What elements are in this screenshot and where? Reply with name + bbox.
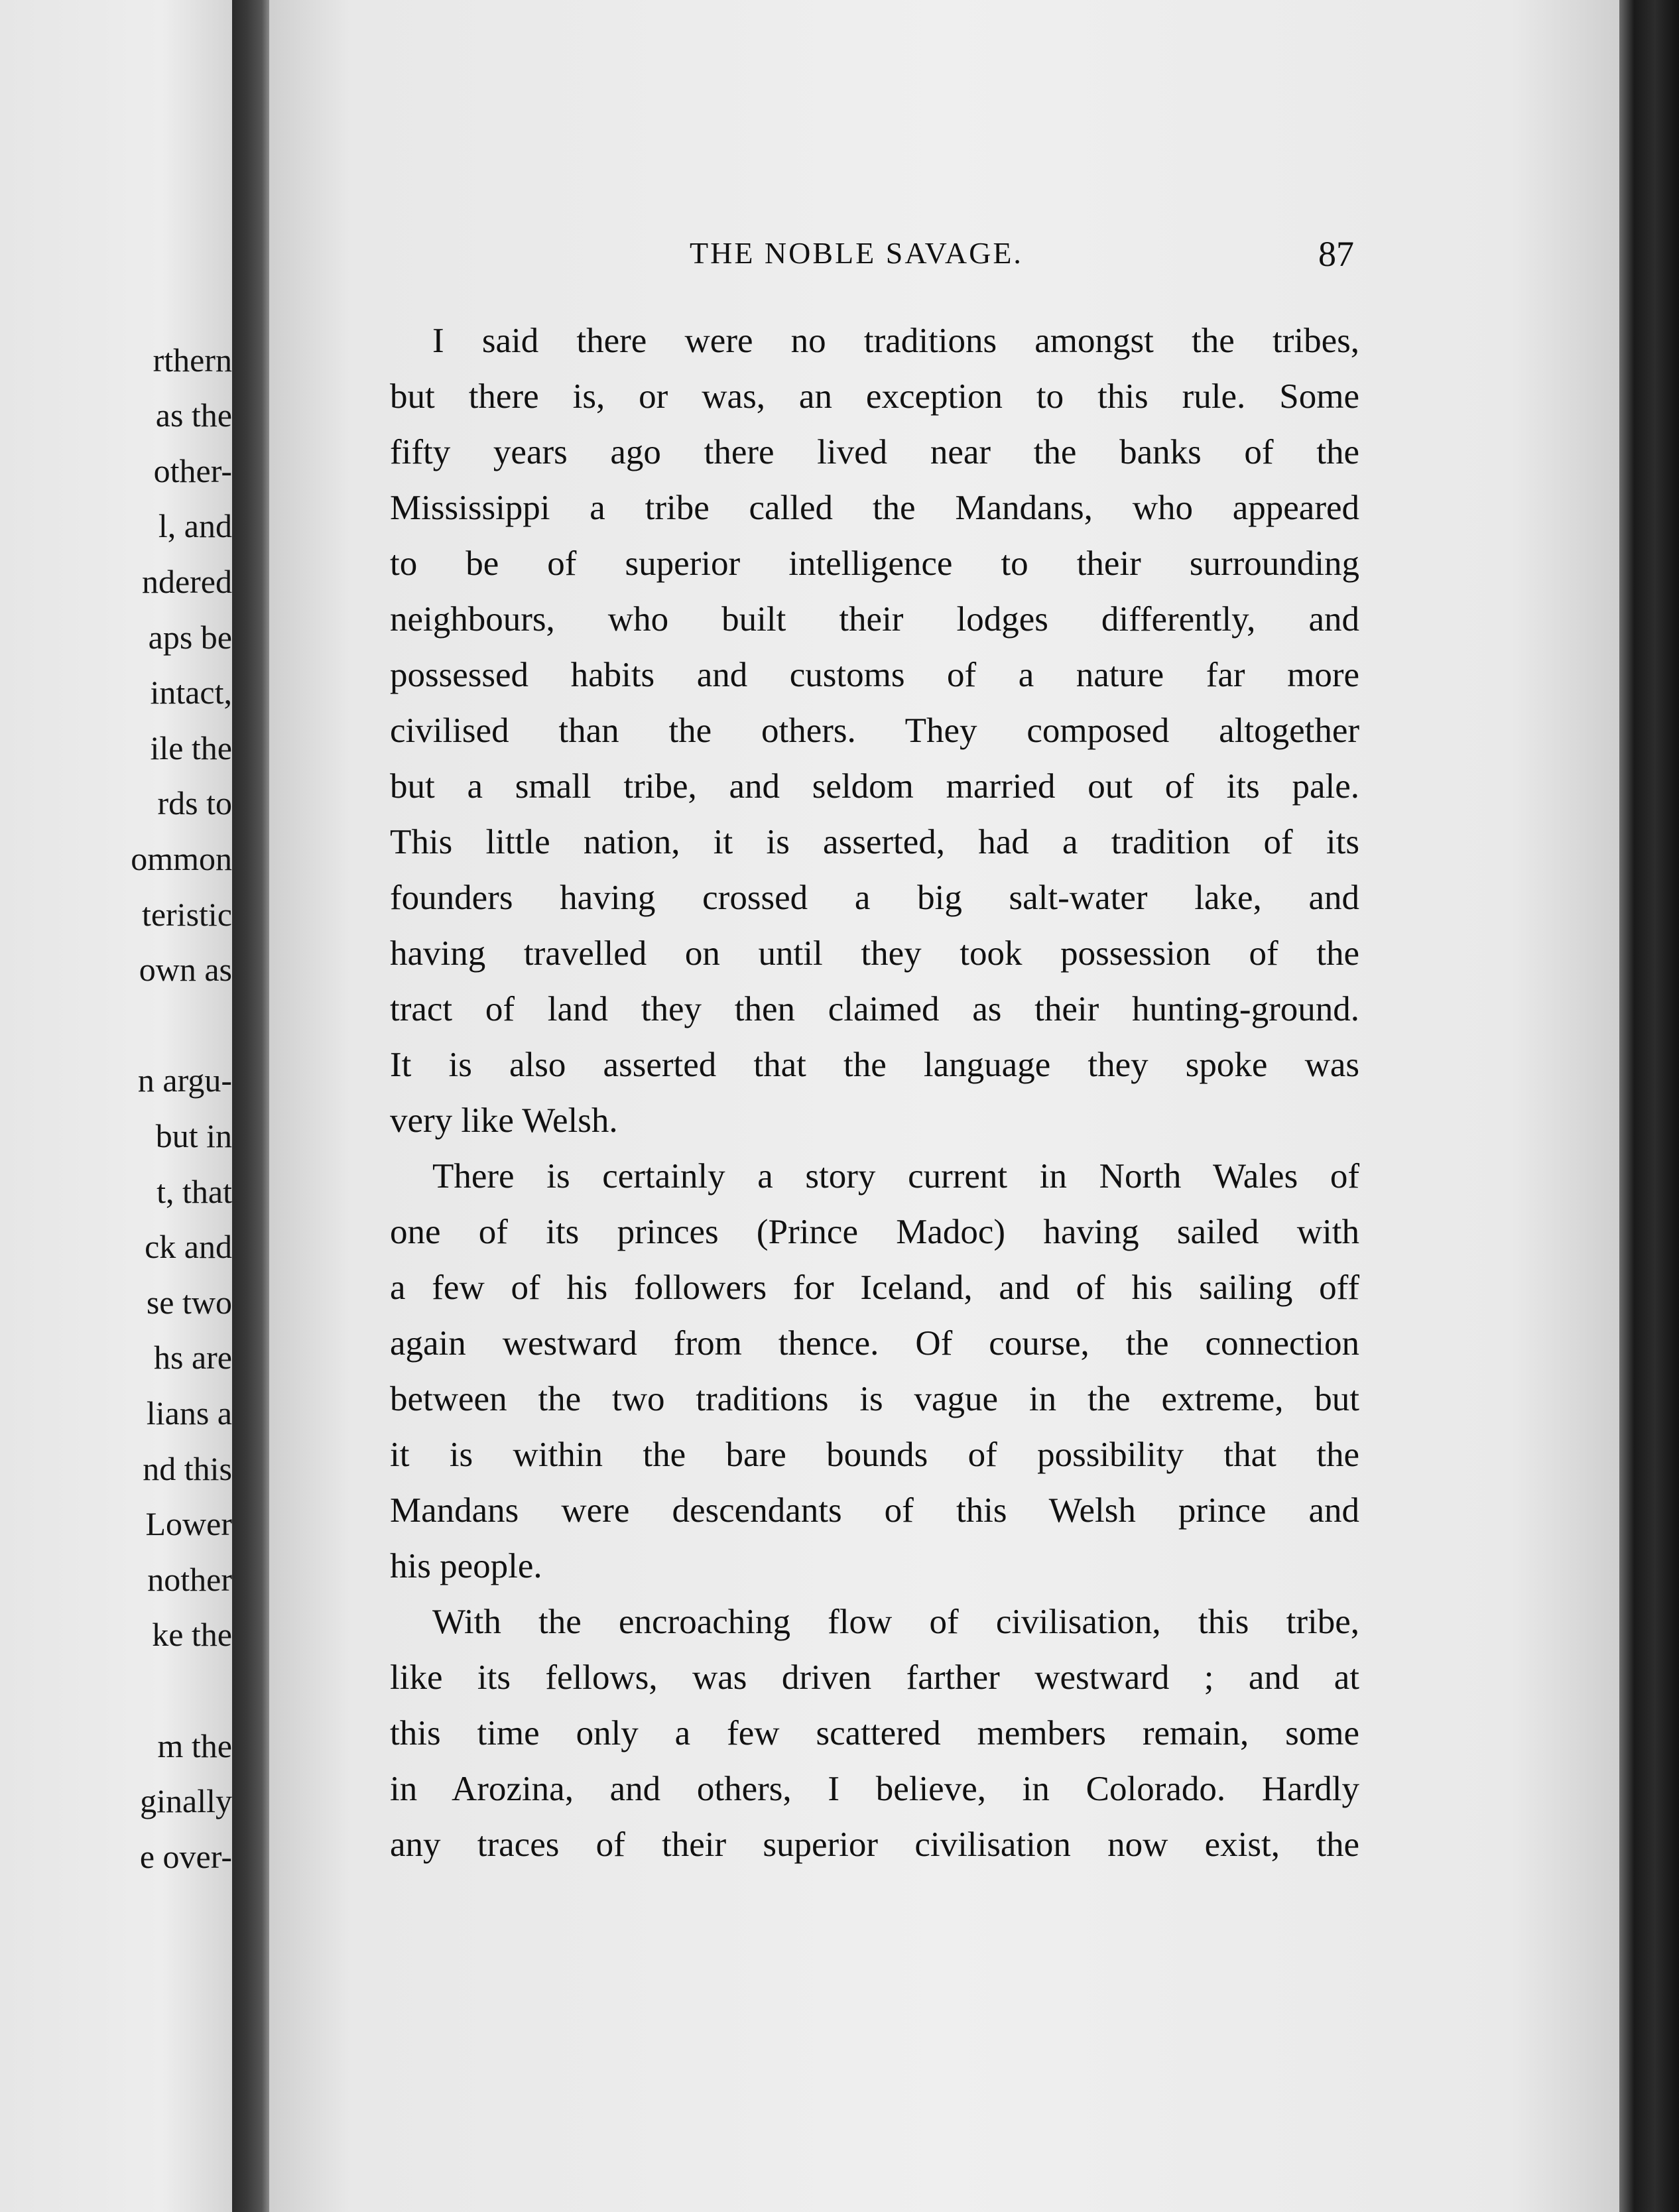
left-page-line: hs are bbox=[154, 1339, 232, 1376]
left-page-line: ndered bbox=[141, 563, 232, 600]
text-line: founders having crossed a big salt-water lake, and bbox=[390, 879, 1359, 917]
left-page-line: Lower bbox=[145, 1505, 232, 1542]
text-line: Mississippi a tribe called the Mandans, who appeared bbox=[390, 489, 1359, 527]
text-line: but a small tribe, and seldom married out of its pale. bbox=[390, 767, 1359, 806]
left-page-line: e over- bbox=[139, 1838, 232, 1875]
left-page-line: ommon bbox=[131, 840, 232, 877]
text-line: one of its princes (Prince Madoc) having sailed with bbox=[390, 1213, 1359, 1251]
left-page-line: aps be bbox=[148, 619, 232, 656]
left-page-line: ke the bbox=[152, 1616, 232, 1653]
text-line: like its fellows, was driven farther westward ; and at bbox=[390, 1658, 1359, 1697]
text-line: to be of superior intelligence to their surrounding bbox=[390, 544, 1359, 583]
left-page-line: nd this bbox=[143, 1450, 232, 1487]
left-page-line: as the bbox=[155, 397, 232, 434]
left-page-line: rthern bbox=[153, 341, 232, 379]
left-page-line: teristic bbox=[141, 896, 232, 933]
text-line: it is within the bare bounds of possibility that the bbox=[390, 1436, 1359, 1474]
left-page-line: but in bbox=[155, 1117, 232, 1154]
book-gutter bbox=[232, 0, 269, 2212]
left-page bbox=[0, 0, 232, 2212]
text-line: I said there were no traditions amongst the tribes, bbox=[432, 322, 1359, 360]
text-line: again westward from thence. Of course, the connection bbox=[390, 1324, 1359, 1363]
left-page-line: own as bbox=[139, 951, 232, 988]
text-line: With the encroaching flow of civilisation, this tribe, bbox=[432, 1603, 1359, 1641]
text-line: Mandans were descendants of this Welsh prince and bbox=[390, 1491, 1359, 1530]
text-line: this time only a few scattered members remain, some bbox=[390, 1714, 1359, 1752]
left-page-line: other- bbox=[153, 452, 232, 489]
text-line: very like Welsh. bbox=[390, 1101, 618, 1140]
left-page-line: lians a bbox=[146, 1394, 232, 1432]
text-line: civilised than the others. They composed altogether bbox=[390, 711, 1359, 750]
text-line: between the two traditions is vague in the extreme, but bbox=[390, 1380, 1359, 1418]
text-line: possessed habits and customs of a nature far more bbox=[390, 656, 1359, 694]
text-line: fifty years ago there lived near the banks of the bbox=[390, 433, 1359, 471]
page-number: 87 bbox=[1318, 234, 1354, 274]
text-line: This little nation, it is asserted, had a tradition of its bbox=[390, 823, 1359, 861]
text-line: There is certainly a story current in North Wales of bbox=[432, 1157, 1359, 1196]
left-page-line: n argu- bbox=[137, 1062, 232, 1099]
left-page-line: ile the bbox=[150, 729, 232, 767]
left-page-line: nother bbox=[147, 1561, 232, 1598]
left-page-line: m the bbox=[157, 1727, 232, 1764]
left-page-line: t, that bbox=[156, 1173, 232, 1210]
left-page-line: ck and bbox=[145, 1228, 232, 1265]
left-page-line: se two bbox=[146, 1284, 232, 1321]
left-page-line: intact, bbox=[150, 674, 232, 711]
page-edge bbox=[1619, 0, 1679, 2212]
text-line: neighbours, who built their lodges differently, and bbox=[390, 600, 1359, 639]
text-line: in Arozina, and others, I believe, in Colorado. Hardly bbox=[390, 1770, 1359, 1808]
left-page-line: l, and bbox=[158, 507, 232, 544]
text-line: any traces of their superior civilisation now exist, the bbox=[390, 1825, 1359, 1864]
text-line: having travelled on until they took possession of the bbox=[390, 934, 1359, 973]
text-line: his people. bbox=[390, 1547, 542, 1585]
left-page-line: rds to bbox=[157, 784, 232, 822]
text-line: a few of his followers for Iceland, and of his sailing off bbox=[390, 1268, 1359, 1307]
left-page-line: ginally bbox=[140, 1782, 232, 1819]
text-line: It is also asserted that the language they spoke was bbox=[390, 1046, 1359, 1084]
text-line: tract of land they then claimed as their hunting-ground. bbox=[390, 990, 1359, 1028]
running-head: THE NOBLE SAVAGE. bbox=[690, 236, 1023, 270]
text-line: but there is, or was, an exception to this rule. Some bbox=[390, 377, 1359, 416]
